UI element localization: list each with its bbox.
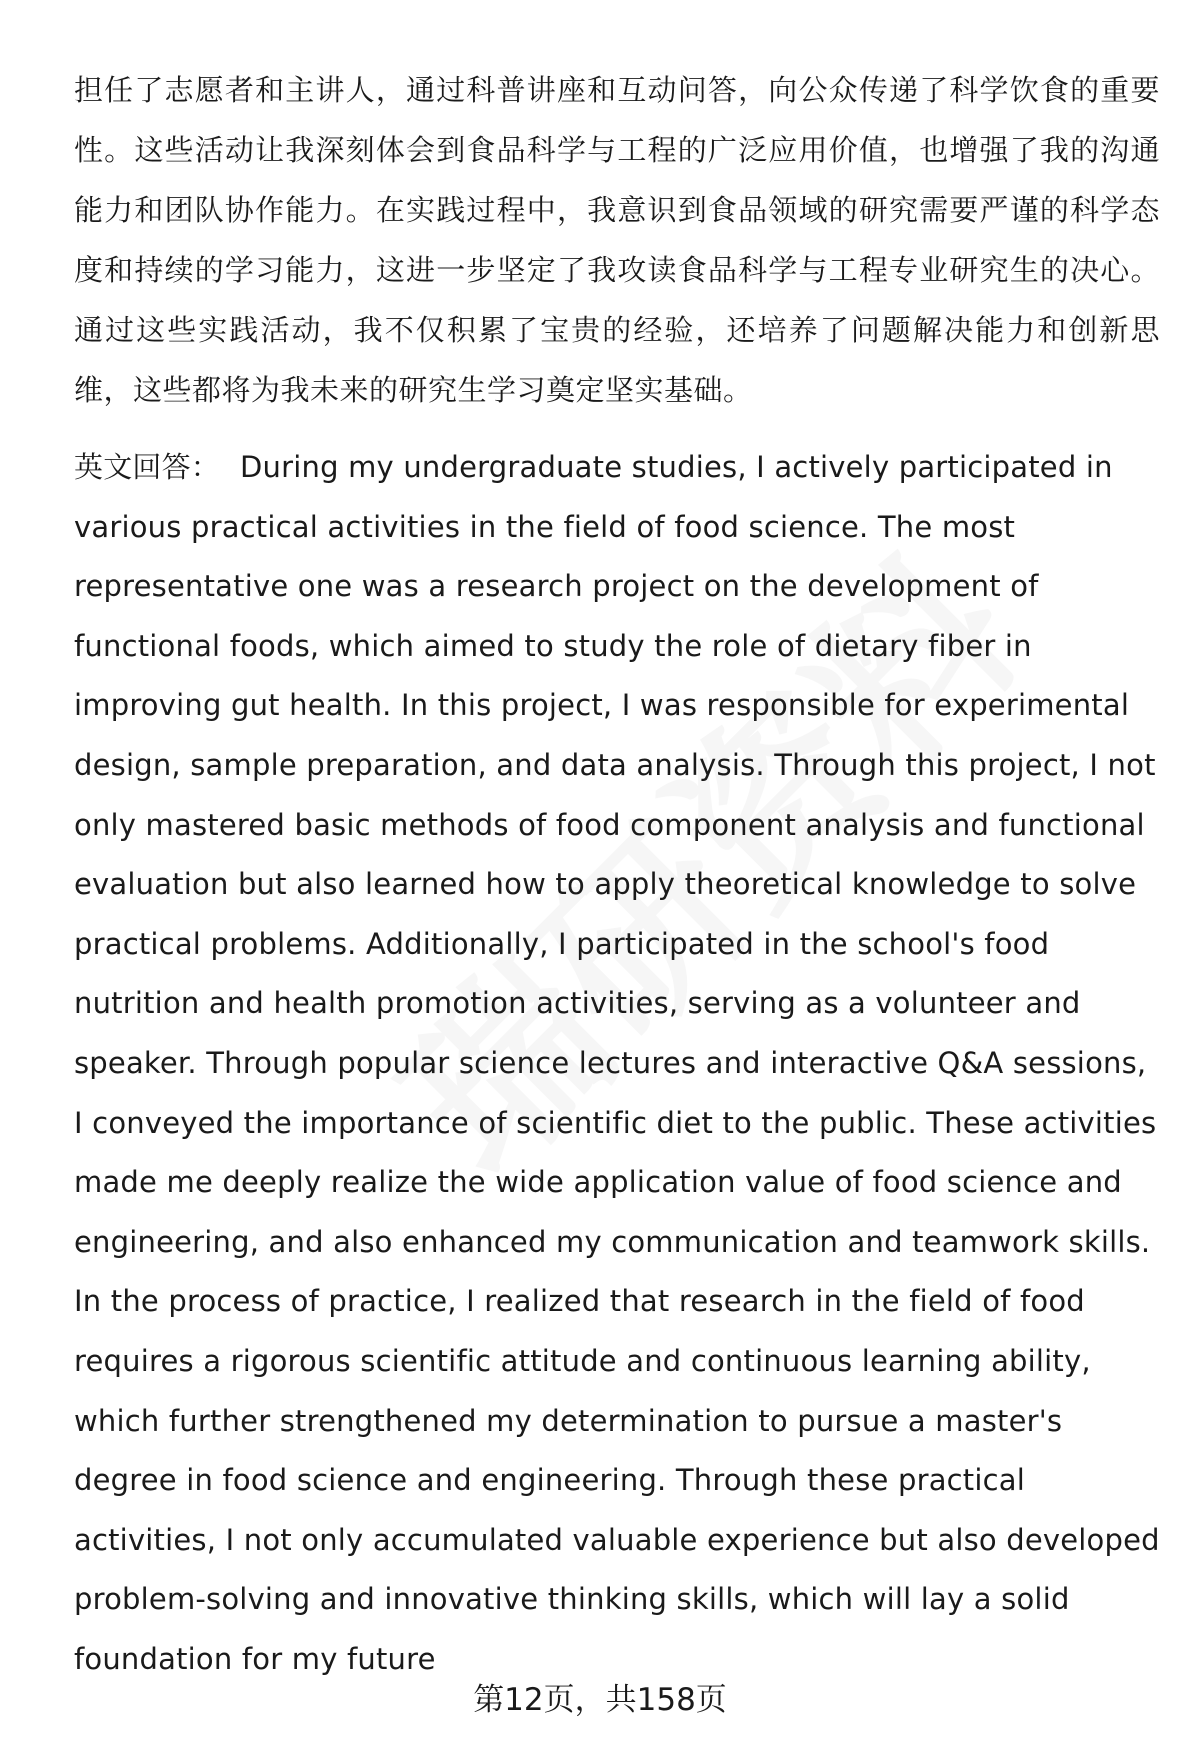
english-answer-text: During my undergraduate studies, I actively participated in various practical activities in the field of food science. The most representative one was a research project on the development of functional foods, which aimed to study the role of dietary fiber in improving gut health. In this project, I was responsible for experimental design, sample preparation, and data analysis. Through this project, I not only mastered basic methods of food component analysis and functional evaluation but also learned how to apply theoretical knowledge to solve practical problems. Additionally, I participated in the school's food nutrition and health promotion activities, serving as a volunteer and speaker. Through popular science lectures and interactive Q&A sessions, I conveyed the importance of scientific diet to the public. These activities made me deeply realize the wide application value of food science and engineering, and also enhanced my communication and teamwork skills. In the process of practice, I realized that research in the field of food requires a rigorous scientific attitude and continuous learning ability, which further strengthened my determination to pursue a master's degree in food science and engineering. Through these practical activities, I not only accumulated valuable experience but also developed problem-solving and innovative thinking skills, which will lay a solid foundation for my future: [74, 450, 1160, 1676]
chinese-paragraph: 担任了志愿者和主讲人，通过科普讲座和互动问答，向公众传递了科学饮食的重要性。这些活动让我深刻体会到食品科学与工程的广泛应用价值，也增强了我的沟通能力和团队协作能力。在实践过程中，我意识到食品领域的研究需要严谨的科学态度和持续的学习能力，这进一步坚定了我攻读食品科学与工程专业研究生的决心。通过这些实践活动，我不仅积累了宝贵的经验，还培养了问题解决能力和创新思维，这些都将为我未来的研究生学习奠定坚实基础。: [74, 73, 1160, 407]
english-answer-label: 英文回答：: [74, 450, 221, 484]
english-answer-paragraph: [74, 438, 1160, 1689]
page-number-footer: 第12页，共158页: [473, 1682, 727, 1718]
page-content: [74, 60, 1160, 1689]
